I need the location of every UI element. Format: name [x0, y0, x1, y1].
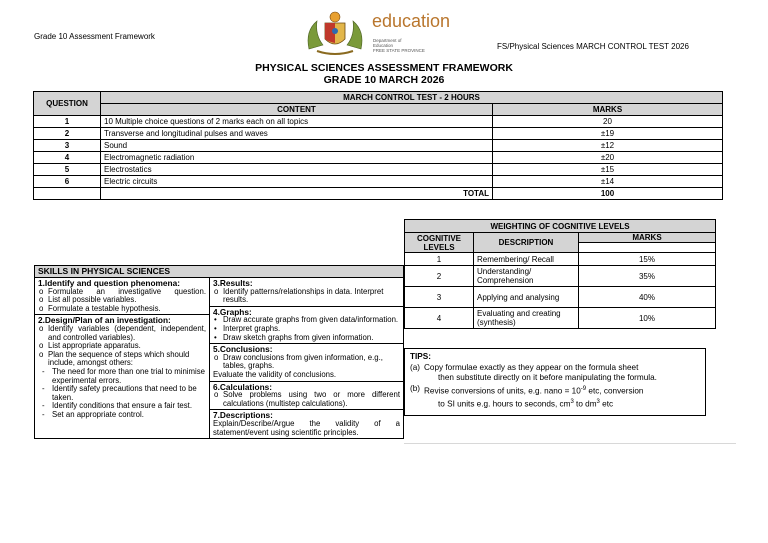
- cognitive-level: 1: [405, 253, 474, 266]
- question-content: Electric circuits: [101, 176, 493, 188]
- question-header: QUESTION: [34, 92, 101, 116]
- tip-label: (b): [410, 383, 421, 393]
- list-subitem: - Identify safety precautions that need to be taken.: [42, 384, 197, 402]
- list-subitem: - Identify conditions that ensure a fair test.: [42, 401, 192, 411]
- total-row: [34, 188, 723, 200]
- question-marks: ±15: [493, 164, 723, 176]
- test-group-header: MARCH CONTROL TEST - 2 HOURS: [101, 92, 723, 104]
- list-item: o List all possible variables.: [39, 295, 137, 305]
- tip-text: then substitute directly on it before manipulating the formula.: [438, 373, 657, 382]
- tip-label: (a): [410, 362, 421, 372]
- education-logo: [303, 9, 453, 57]
- table-row: [34, 128, 723, 140]
- tip-text: to SI units e.g. hours to seconds, $cm^3$ to $dm^3$ etc: [438, 398, 614, 409]
- skill-heading: 3.Results:: [213, 278, 253, 288]
- list-item: • Interpret graphs.: [214, 323, 281, 333]
- total-label: TOTAL: [101, 188, 493, 200]
- table-row: [34, 140, 723, 152]
- tip-a: [410, 363, 700, 384]
- table-row: [34, 164, 723, 176]
- logo-line: FREE STATE PROVINCE: [373, 48, 425, 53]
- table-row: [34, 152, 723, 164]
- skill-section-identify: [35, 278, 209, 315]
- question-number: 3: [34, 140, 101, 152]
- tip-b: [410, 384, 700, 410]
- tip-text: Revise conversions of units, e.g. nano = $10^{-9}$ etc, conversion: [424, 385, 644, 396]
- list-item: o Formulate an investigative question.: [39, 286, 206, 296]
- skill-heading: 5.Conclusions:: [213, 344, 273, 355]
- skill-section-calculations: [210, 382, 403, 411]
- tip-text: Copy formulae exactly as they appear on the formula sheet: [424, 362, 639, 372]
- tips-box: [404, 348, 706, 416]
- question-content: Electromagnetic radiation: [101, 152, 493, 164]
- skill-heading: 1.Identify and question phenomena:: [38, 278, 180, 288]
- tips-heading: TIPS:: [410, 352, 431, 361]
- question-content: Sound: [101, 140, 493, 152]
- skill-heading: 7.Descriptions:: [213, 410, 273, 421]
- cognitive-marks: 10%: [579, 308, 716, 329]
- skills-left-column: [35, 278, 210, 438]
- cognitive-marks: 40%: [579, 287, 716, 308]
- logo-wordmark: education: [372, 11, 451, 31]
- description-header: DESCRIPTION: [474, 233, 579, 253]
- table-row: [34, 116, 723, 128]
- coat-of-arms-icon: [303, 9, 367, 57]
- skills-table: [34, 265, 404, 439]
- cognitive-description: Understanding/ Comprehension: [474, 266, 579, 287]
- skill-section-graphs: [210, 307, 403, 344]
- skill-heading: 6.Calculations:: [213, 381, 273, 392]
- skills-right-column: [210, 278, 403, 438]
- list-subitem: - Set an appropriate control.: [42, 409, 144, 419]
- skill-text: Evaluate the validity of conclusions.: [213, 369, 337, 379]
- question-content: Electrostatics: [101, 164, 493, 176]
- question-content: Transverse and longitudinal pulses and waves: [101, 128, 493, 140]
- question-number: 2: [34, 128, 101, 140]
- cognitive-description: Remembering/ Recall: [474, 253, 579, 266]
- content-header: CONTENT: [101, 104, 493, 116]
- skills-title: SKILLS IN PHYSICAL SCIENCES: [35, 266, 403, 278]
- question-number: 4: [34, 152, 101, 164]
- skill-section-design: [35, 315, 209, 420]
- cognitive-level: 3: [405, 287, 474, 308]
- list-item: o List appropriate apparatus.: [39, 341, 141, 351]
- list-item: o Plan the sequence of steps which should include, amongst others:: [39, 349, 190, 368]
- table-row: [405, 287, 716, 308]
- page-subtitle: GRADE 10 MARCH 2026: [323, 74, 445, 86]
- cognitive-marks: 35%: [579, 266, 716, 287]
- question-marks: ±20: [493, 152, 723, 164]
- question-marks: ±14: [493, 176, 723, 188]
- cognitive-description: Evaluating and creating (synthesis): [474, 308, 579, 329]
- cognitive-marks: 15%: [579, 253, 716, 266]
- question-marks: ±12: [493, 140, 723, 152]
- cognitive-description: Applying and analysing: [474, 287, 579, 308]
- question-number: 6: [34, 176, 101, 188]
- page-title: PHYSICAL SCIENCES ASSESSMENT FRAMEWORK: [255, 62, 513, 74]
- cognitive-marks-header: MARKS: [579, 233, 716, 243]
- cognitive-levels-table: [404, 219, 716, 329]
- logo-line: Education: [373, 43, 394, 48]
- skill-text: Explain/Describe/Argue the validity of a statement/event using scientific principles.: [213, 418, 400, 437]
- list-item: o Draw conclusions from given information, e.g., tables, graphs.: [214, 352, 383, 371]
- question-content: 10 Multiple choice questions of 2 marks each on all topics: [101, 116, 493, 128]
- question-marks: 20: [493, 116, 723, 128]
- table-row: [405, 308, 716, 329]
- list-item: o Identify patterns/relationships in data. Interpret results.: [214, 286, 384, 305]
- skill-section-results: [210, 278, 403, 307]
- test-table: [33, 91, 723, 200]
- divider: [404, 443, 736, 444]
- question-marks: ±19: [493, 128, 723, 140]
- question-number: 1: [34, 116, 101, 128]
- table-row: [405, 253, 716, 266]
- table-row: [405, 266, 716, 287]
- header-left-text: Grade 10 Assessment Framework: [34, 32, 155, 41]
- cognitive-title: WEIGHTING OF COGNITIVE LEVELS: [405, 220, 716, 233]
- list-subitem: - The need for more than one trial to minimise experimental errors.: [42, 366, 205, 385]
- question-number: 5: [34, 164, 101, 176]
- levels-header: COGNITIVE LEVELS: [405, 233, 474, 253]
- skill-section-conclusions: [210, 344, 403, 381]
- list-item: • Draw sketch graphs from given information.: [214, 332, 374, 342]
- total-value: 100: [493, 188, 723, 200]
- list-item: • Draw accurate graphs from given data/information.: [214, 315, 399, 325]
- logo-line: Department of: [373, 38, 402, 43]
- marks-header: MARKS: [493, 104, 723, 116]
- skill-heading: 2.Design/Plan of an investigation:: [38, 315, 171, 326]
- header-right-text: FS/Physical Sciences MARCH CONTROL TEST 2026: [497, 42, 689, 51]
- skill-section-descriptions: [210, 410, 403, 438]
- table-row: [34, 176, 723, 188]
- skill-heading: 4.Graphs:: [213, 306, 252, 317]
- list-item: o Formulate a testable hypothesis.: [39, 303, 161, 313]
- cognitive-level: 4: [405, 308, 474, 329]
- list-item: o Identify variables (dependent, independent, and controlled variables).: [39, 323, 206, 342]
- list-item: o Solve problems using two or more different calculations (multistep calculations).: [214, 390, 400, 408]
- cognitive-level: 2: [405, 266, 474, 287]
